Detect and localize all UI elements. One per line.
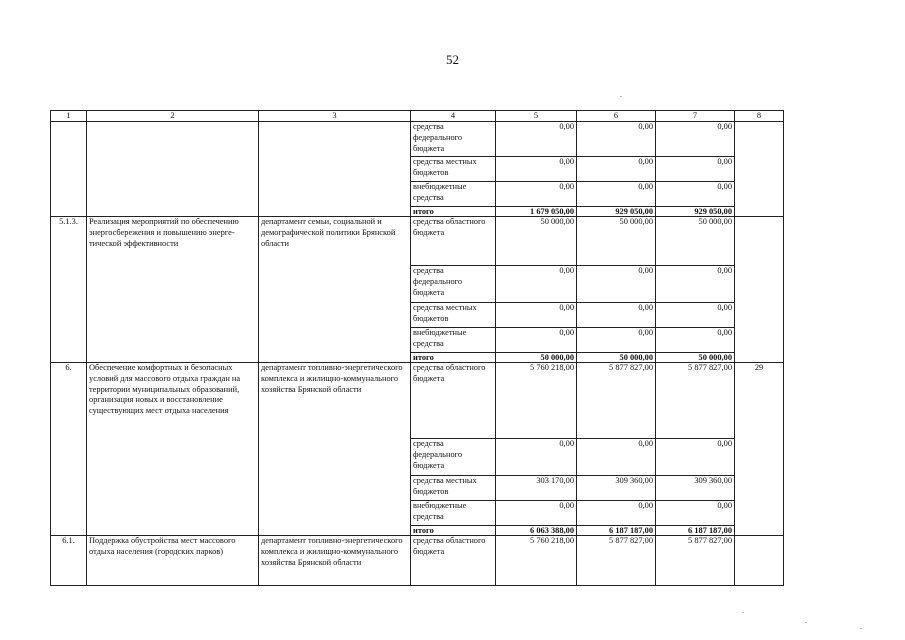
value-cell: 0,00 <box>656 266 735 303</box>
value-cell: 0,00 <box>496 501 577 526</box>
item-executor: департамент топливно-энергетического комплекса и жилищно-коммунального хозяйства Брянской области <box>259 363 411 536</box>
table-row <box>51 363 784 439</box>
source-local: средства местных бюджетов <box>411 157 496 182</box>
source-regional: средства областного бюджета <box>411 217 496 266</box>
header-cell-2: 2 <box>87 111 259 122</box>
value-cell: 0,00 <box>577 122 656 157</box>
source-offbudget: внебюджетные средства <box>411 501 496 526</box>
value-cell: 0,00 <box>496 303 577 328</box>
value-cell: 0,00 <box>577 266 656 303</box>
value-cell: 0,00 <box>656 328 735 353</box>
header-cell-7: 7 <box>656 111 735 122</box>
value-cell: 0,00 <box>577 501 656 526</box>
page-number: 52 <box>446 52 459 67</box>
value-cell: 0,00 <box>496 182 577 207</box>
total-value: 50 000,00 <box>656 353 735 363</box>
value-cell: 50 000,00 <box>577 217 656 266</box>
value-cell: 0,00 <box>496 439 577 476</box>
total-value: 6 063 388,00 <box>496 526 577 536</box>
item-executor: департамент топливно-энергетического комплекса и жилищно-коммунального хозяйства Брянской области <box>259 536 411 586</box>
table-row <box>51 217 784 266</box>
header-cell-1: 1 <box>51 111 87 122</box>
table-row <box>51 536 784 586</box>
value-cell: 5 877 827,00 <box>656 536 735 586</box>
cell-col8 <box>735 122 784 217</box>
value-cell: 5 760 218,00 <box>496 536 577 586</box>
total-value: 929 050,00 <box>656 207 735 217</box>
cell-col8 <box>735 217 784 363</box>
value-cell: 50 000,00 <box>656 217 735 266</box>
value-cell: 0,00 <box>656 501 735 526</box>
source-offbudget: внебюджетные средства <box>411 328 496 353</box>
scan-speck <box>742 612 744 613</box>
total-value: 6 187 187,00 <box>656 526 735 536</box>
value-cell: 0,00 <box>656 157 735 182</box>
value-cell: 50 000,00 <box>496 217 577 266</box>
source-offbudget: внебюджетные средства <box>411 182 496 207</box>
budget-table <box>50 110 784 586</box>
value-cell: 0,00 <box>656 439 735 476</box>
value-cell: 303 170,00 <box>496 476 577 501</box>
scan-speck <box>805 622 807 623</box>
source-regional: средства областного бюджета <box>411 536 496 586</box>
source-federal: средства федерального бюджета <box>411 266 496 303</box>
value-cell: 0,00 <box>496 122 577 157</box>
item-number: 5.1.3. <box>51 217 87 363</box>
item-name: Обеспечение комфортных и безопасных условий для массового отдыха граждан на территории муниципальных образований, организация новых и восстановление существующих мест отдыха населения <box>87 363 259 536</box>
total-value: 929 050,00 <box>577 207 656 217</box>
value-cell: 5 877 827,00 <box>577 363 656 439</box>
value-cell: 309 360,00 <box>577 476 656 501</box>
value-cell: 0,00 <box>577 439 656 476</box>
value-cell: 5 877 827,00 <box>656 363 735 439</box>
header-row <box>51 111 784 122</box>
value-cell: 0,00 <box>577 157 656 182</box>
header-cell-6: 6 <box>577 111 656 122</box>
value-cell: 0,00 <box>577 328 656 353</box>
col8-value: 29 <box>735 363 784 536</box>
source-federal: средства федерального бюджета <box>411 122 496 157</box>
header-cell-3: 3 <box>259 111 411 122</box>
cell-name <box>87 122 259 217</box>
cell-executor <box>259 122 411 217</box>
value-cell: 309 360,00 <box>656 476 735 501</box>
value-cell: 0,00 <box>656 122 735 157</box>
source-total: итого <box>411 207 496 217</box>
source-total: итого <box>411 353 496 363</box>
value-cell: 0,00 <box>577 303 656 328</box>
total-value: 1 679 050,00 <box>496 207 577 217</box>
total-value: 6 187 187,00 <box>577 526 656 536</box>
header-cell-8: 8 <box>735 111 784 122</box>
item-number: 6.1. <box>51 536 87 586</box>
value-cell: 0,00 <box>496 266 577 303</box>
value-cell: 0,00 <box>656 303 735 328</box>
value-cell: 0,00 <box>577 182 656 207</box>
item-number: 6. <box>51 363 87 536</box>
table-row <box>51 122 784 157</box>
total-value: 50 000,00 <box>496 353 577 363</box>
source-local: средства местных бюджетов <box>411 476 496 501</box>
scan-speck <box>860 628 862 629</box>
source-local: средства местных бюджетов <box>411 303 496 328</box>
source-total: итого <box>411 526 496 536</box>
scan-speck <box>620 96 622 97</box>
cell-num <box>51 122 87 217</box>
source-federal: средства федерального бюджета <box>411 439 496 476</box>
source-regional: средства областного бюджета <box>411 363 496 439</box>
header-cell-4: 4 <box>411 111 496 122</box>
value-cell: 5 760 218,00 <box>496 363 577 439</box>
item-executor: департамент семьи, социальной и демографической политики Брянской области <box>259 217 411 363</box>
value-cell: 0,00 <box>496 157 577 182</box>
cell-col8 <box>735 536 784 586</box>
total-value: 50 000,00 <box>577 353 656 363</box>
item-name: Реализация мероприятий по обеспечению энергосбережения и повышению энерге-тической эффективности <box>87 217 259 363</box>
value-cell: 5 877 827,00 <box>577 536 656 586</box>
value-cell: 0,00 <box>656 182 735 207</box>
item-name: Поддержка обустройства мест массового отдыха населения (городских парков) <box>87 536 259 586</box>
header-cell-5: 5 <box>496 111 577 122</box>
value-cell: 0,00 <box>496 328 577 353</box>
